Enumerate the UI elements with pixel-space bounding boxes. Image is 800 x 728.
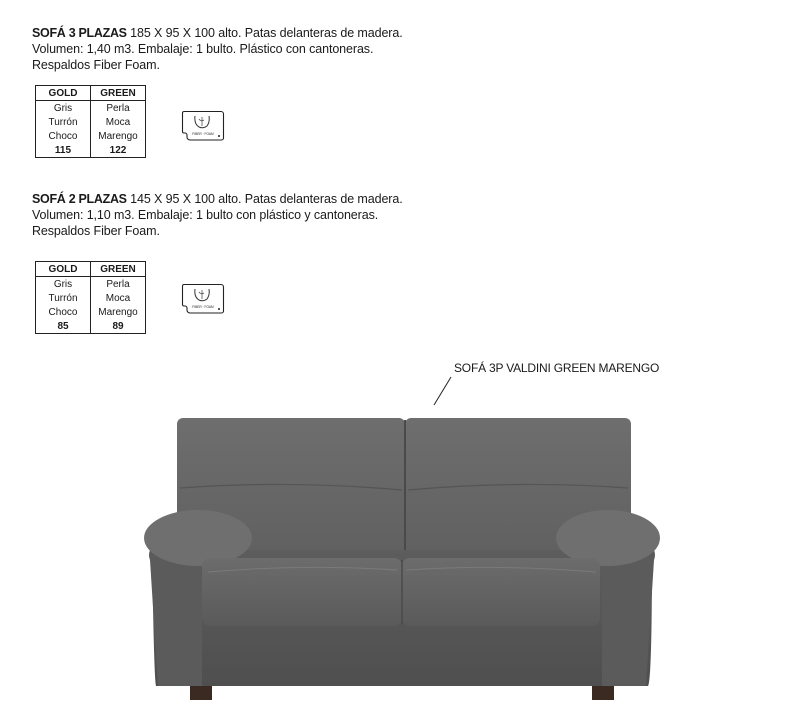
arm-cushion-left xyxy=(144,510,252,566)
badge-label: FIBER · FOAM xyxy=(192,305,214,309)
price-gold: 85 xyxy=(36,319,91,334)
price-row xyxy=(36,319,146,334)
table-cell: Turrón xyxy=(36,115,91,129)
table-cell: Perla xyxy=(91,101,146,116)
product-title: SOFÁ 2 PLAZAS xyxy=(32,192,127,206)
fiber-foam-icon xyxy=(181,110,225,142)
table-row xyxy=(36,115,146,129)
price-green: 122 xyxy=(91,143,146,158)
table-cell: Choco xyxy=(36,129,91,143)
table-cell: Marengo xyxy=(91,129,146,143)
product-backrest: Respaldos Fiber Foam. xyxy=(32,58,160,72)
arm-cushion-right xyxy=(556,510,660,566)
price-table-3-plazas xyxy=(35,85,146,158)
table-cell: Moca xyxy=(91,115,146,129)
leg-front-left xyxy=(190,686,212,700)
product-volume: Volumen: 1,40 m3. Embalaje: 1 bulto. Plástico con cantoneras. xyxy=(32,42,374,56)
price-gold: 115 xyxy=(36,143,91,158)
col-header-green: GREEN xyxy=(91,262,146,277)
table-row xyxy=(36,277,146,292)
fiber-foam-icon xyxy=(181,283,225,315)
leg-front-right xyxy=(592,686,614,700)
price-row xyxy=(36,143,146,158)
product-3-plazas-description xyxy=(32,25,403,73)
price-green: 89 xyxy=(91,319,146,334)
table-cell: Perla xyxy=(91,277,146,292)
product-volume: Volumen: 1,10 m3. Embalaje: 1 bulto con plástico y cantoneras. xyxy=(32,208,379,222)
col-header-gold: GOLD xyxy=(36,262,91,277)
product-backrest: Respaldos Fiber Foam. xyxy=(32,224,160,238)
sofa-image xyxy=(140,410,665,710)
badge-label: FIBER · FOAM xyxy=(192,132,214,136)
table-row xyxy=(36,291,146,305)
table-cell: Marengo xyxy=(91,305,146,319)
table-cell: Turrón xyxy=(36,291,91,305)
table-row xyxy=(36,101,146,116)
caption-leader-line xyxy=(430,375,454,407)
arm-right-side xyxy=(602,550,655,686)
table-cell: Choco xyxy=(36,305,91,319)
table-cell: Gris xyxy=(36,101,91,116)
table-row xyxy=(36,129,146,143)
table-cell: Gris xyxy=(36,277,91,292)
product-spec: 185 X 95 X 100 alto. Patas delanteras de madera. xyxy=(130,26,403,40)
col-header-gold: GOLD xyxy=(36,86,91,101)
price-table-2-plazas xyxy=(35,261,146,334)
col-header-green: GREEN xyxy=(91,86,146,101)
table-cell: Moca xyxy=(91,291,146,305)
arm-left-side xyxy=(149,550,202,686)
image-caption: SOFÁ 3P VALDINI GREEN MARENGO xyxy=(454,361,660,375)
product-spec: 145 X 95 X 100 alto. Patas delanteras de madera. xyxy=(130,192,403,206)
table-row xyxy=(36,305,146,319)
product-2-plazas-description xyxy=(32,191,403,239)
product-title: SOFÁ 3 PLAZAS xyxy=(32,26,127,40)
